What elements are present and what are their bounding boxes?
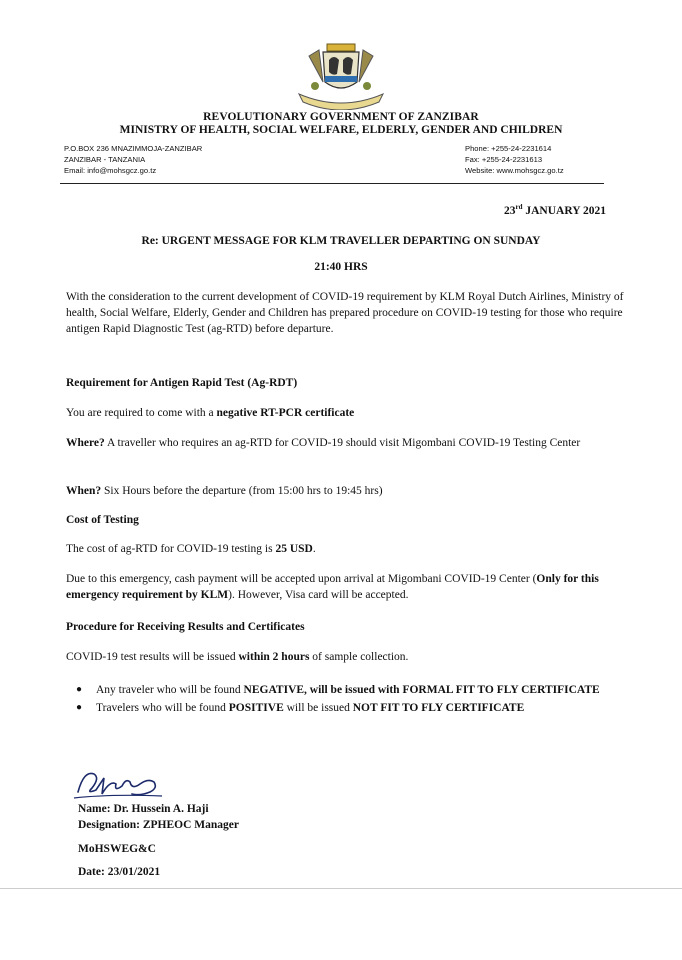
when-paragraph xyxy=(66,483,626,499)
where-paragraph xyxy=(66,435,626,451)
text: . xyxy=(312,543,316,555)
letter-date xyxy=(504,203,606,217)
government-name: REVOLUTIONARY GOVERNMENT OF ZANZIBAR xyxy=(203,111,479,123)
text: Travelers who will be found xyxy=(96,702,229,714)
departure-time: 21:40 HRS xyxy=(314,261,368,273)
date-day: 23 xyxy=(504,204,516,217)
organization-abbrev: MoHSWEG&C xyxy=(78,843,156,855)
cost-text xyxy=(66,541,626,557)
bullet-icon: ● xyxy=(76,702,83,713)
date-suffix: rd xyxy=(515,203,523,211)
bold-text: NOT FIT TO FLY CERTIFICATE xyxy=(352,702,525,714)
subject-line: Re: URGENT MESSAGE FOR KLM TRAVELLER DEPARTING ON SUNDAY xyxy=(141,235,541,247)
bold-text: will be issued with FORMAL FIT TO FLY CERTIFICATE xyxy=(309,684,600,696)
header-divider xyxy=(60,183,604,184)
zanzibar-coat-of-arms-icon xyxy=(289,42,393,110)
footer-date: Date: 23/01/2021 xyxy=(78,866,161,878)
ministry-name: MINISTRY OF HEALTH, SOCIAL WELFARE, ELDERLY, GENDER AND CHILDREN xyxy=(119,124,563,136)
cost-amount: 25 USD xyxy=(275,543,313,555)
text: Due to this emergency, cash payment will be accepted upon arrival at Migombani COVID-19 Center ( xyxy=(66,573,537,585)
text: will be issued xyxy=(283,702,353,714)
fax-line: Fax: +255-24-2231613 xyxy=(465,155,543,164)
bold-text: within 2 hours xyxy=(238,651,310,663)
when-label: When? xyxy=(66,485,102,497)
text: The cost of ag-RTD for COVID-19 testing is xyxy=(66,543,276,555)
bold-text: NEGATIVE xyxy=(243,684,305,696)
where-label: Where? xyxy=(66,437,105,449)
text: COVID-19 test results will be issued xyxy=(66,651,239,663)
signatory-name: Name: Dr. Hussein A. Haji xyxy=(78,803,209,815)
website-line: Website: www.mohsgcz.go.tz xyxy=(465,166,564,175)
requirement-text xyxy=(66,405,626,421)
bold-text: negative RT-PCR certificate xyxy=(216,407,355,419)
contact-block xyxy=(465,143,564,176)
procedure-heading: Procedure for Receiving Results and Certificates xyxy=(66,621,305,633)
address-line: ZANZIBAR - TANZANIA xyxy=(64,155,146,164)
text: of sample collection. xyxy=(309,651,409,663)
date-month-year: JANUARY 2021 xyxy=(522,204,606,217)
procedure-text xyxy=(66,649,626,665)
text: ). However, Visa card will be accepted. xyxy=(228,589,409,601)
list-item xyxy=(66,682,626,698)
phone-line: Phone: +255-24-2231614 xyxy=(465,144,552,153)
where-text: A traveller who requires an ag-RTD for COVID-19 should visit Migombani COVID-19 Testing Center xyxy=(104,437,581,449)
bullet-icon: ● xyxy=(76,684,83,695)
signature-icon xyxy=(70,764,170,804)
text: Any traveler who will be found xyxy=(96,684,244,696)
signatory-designation: Designation: ZPHEOC Manager xyxy=(78,819,239,831)
list-item xyxy=(66,700,626,716)
address-line: P.O.BOX 236 MNAZIMMOJA-ZANZIBAR xyxy=(64,144,203,153)
intro-paragraph: With the consideration to the current development of COVID-19 requirement by KLM Royal Dutch Airlines, Ministry of health, Social Welfare, Elderly, Gender and Children has prepared procedure on COVID-19 testing for those who require antigen Rapid Diagnostic Test (ag-RTD) before departure. xyxy=(66,291,624,335)
text: , xyxy=(304,684,310,696)
bold-text: POSITIVE xyxy=(228,702,284,714)
payment-paragraph xyxy=(66,571,626,603)
text: You are required to come with a xyxy=(66,407,217,419)
bold-text: Only for this emergency requirement by KLM xyxy=(66,573,599,601)
cost-heading: Cost of Testing xyxy=(66,514,139,526)
email-line: Email: info@mohsgcz.go.tz xyxy=(64,166,157,175)
requirement-heading: Requirement for Antigen Rapid Test (Ag-RDT) xyxy=(66,377,298,389)
page-bottom-divider xyxy=(0,888,682,889)
results-bullet-list xyxy=(66,682,626,716)
address-block xyxy=(64,143,202,176)
when-text: Six Hours before the departure (from 15:00 hrs to 19:45 hrs) xyxy=(101,485,383,497)
